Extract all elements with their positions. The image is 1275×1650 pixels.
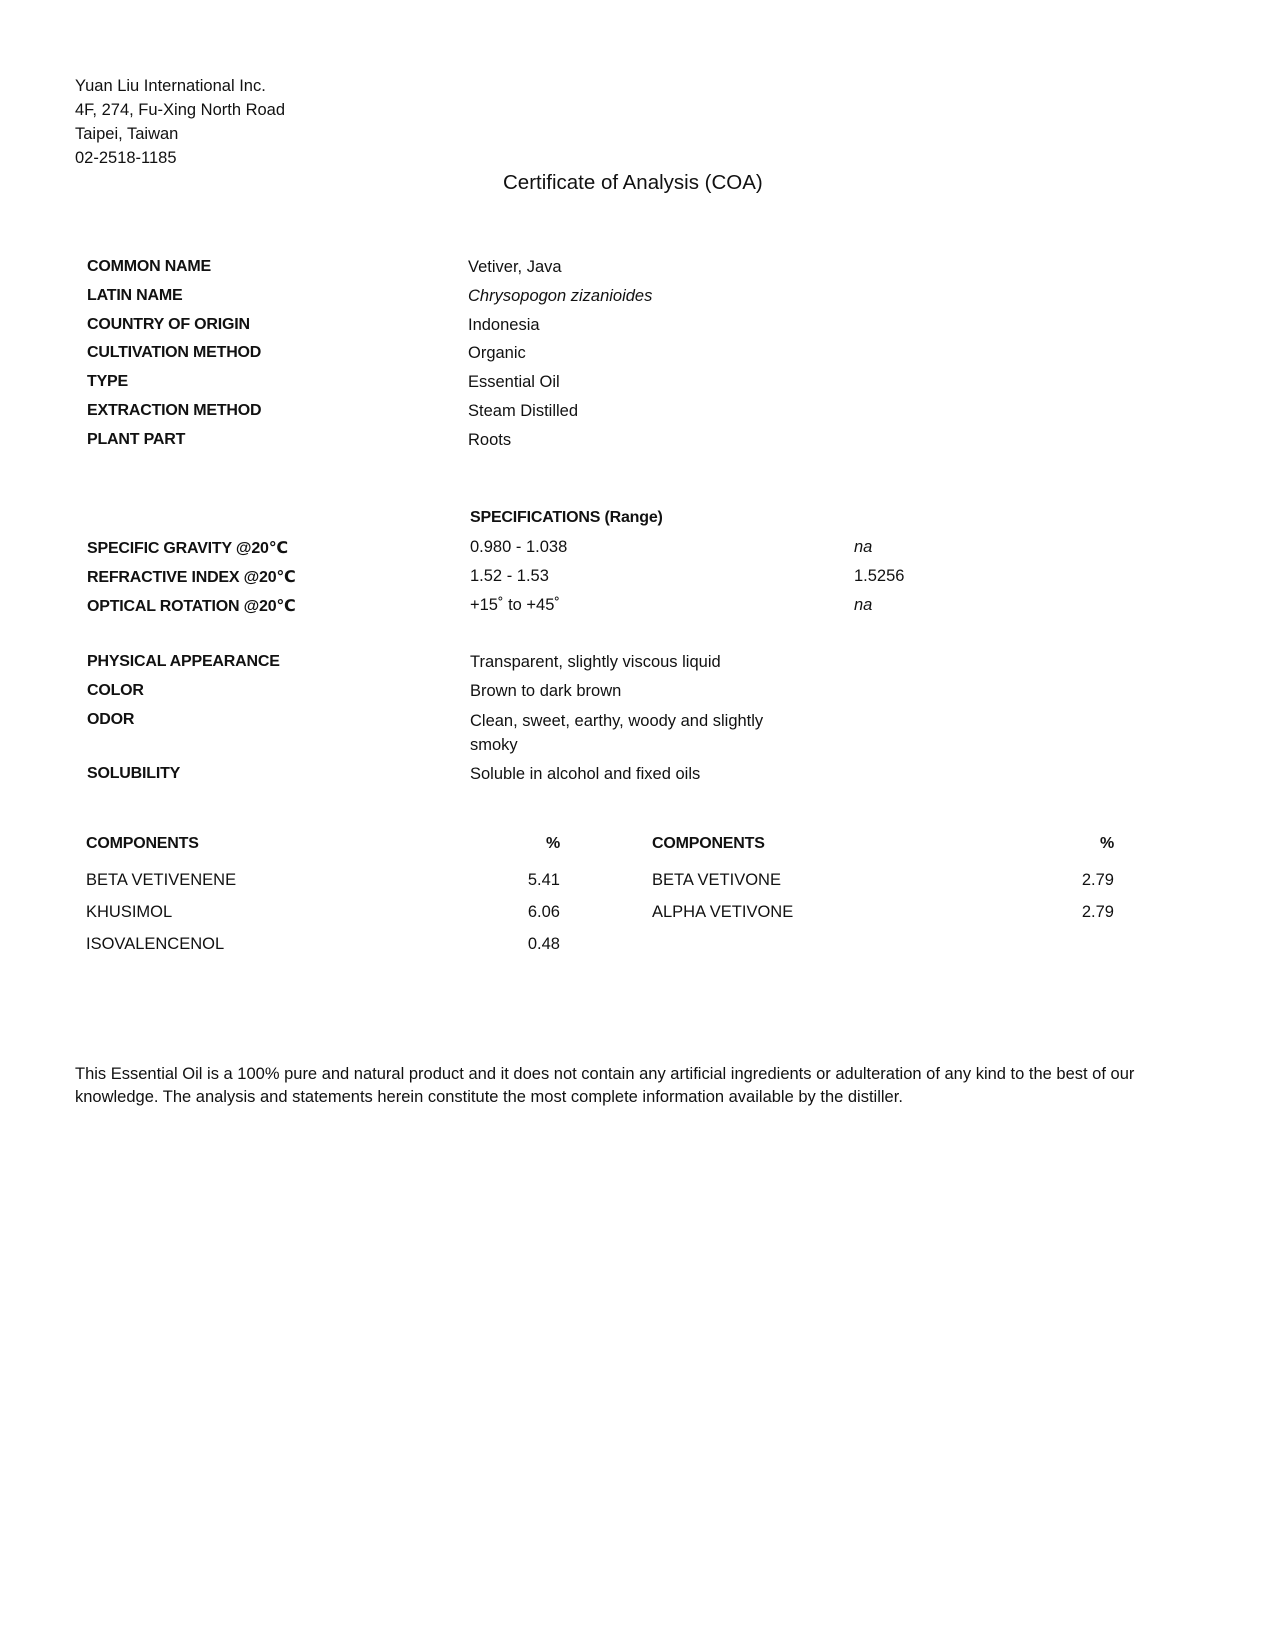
solubility-value: Soluble in alcohol and fixed oils (470, 765, 701, 783)
refractive-index-range: 1.52 - 1.53 (470, 567, 549, 585)
latin-name-value: Chrysopogon zizanioides (468, 287, 653, 305)
solubility-label: SOLUBILITY (87, 765, 181, 782)
cultivation-method-label: CULTIVATION METHOD (87, 344, 262, 361)
physical-appearance-label: PHYSICAL APPEARANCE (87, 653, 280, 670)
component-percent: 2.79 (1081, 871, 1114, 889)
type-label: TYPE (87, 373, 128, 390)
optical-rotation-range: +15˚ to +45˚ (470, 596, 560, 614)
country-of-origin-label: COUNTRY OF ORIGIN (87, 316, 250, 333)
component-percent: 2.79 (1081, 903, 1114, 921)
specific-gravity-label: SPECIFIC GRAVITY @20℃ (87, 540, 288, 557)
components-header-left: COMPONENTS (86, 835, 199, 852)
company-phone: 02-2518-1185 (75, 149, 177, 167)
plant-part-value: Roots (468, 431, 512, 449)
component-percent: 6.06 (527, 903, 560, 921)
component-name: BETA VETIVONE (652, 871, 781, 889)
type-value: Essential Oil (468, 373, 560, 391)
odor-value: Clean, sweet, earthy, woody and slightly smoky (470, 712, 764, 754)
component-name: ISOVALENCENOL (86, 935, 225, 953)
document-title: Certificate of Analysis (COA) (503, 171, 763, 194)
odor-label: ODOR (87, 711, 135, 728)
common-name-label: COMMON NAME (87, 258, 212, 275)
plant-part-label: PLANT PART (87, 431, 186, 448)
refractive-index-label: REFRACTIVE INDEX @20℃ (87, 569, 296, 586)
purity-statement: This Essential Oil is a 100% pure and natural product and it does not contain any artificial ingredients or adulteration of any kind to the best of our knowledge. The analysis and statements herein constitute the most complete information available by the distiller. (75, 1065, 1135, 1106)
specific-gravity-result: na (854, 538, 873, 556)
specific-gravity-range: 0.980 - 1.038 (470, 538, 568, 556)
component-percent: 0.48 (527, 935, 560, 953)
company-address-line-1: 4F, 274, Fu-Xing North Road (75, 101, 286, 119)
component-name: BETA VETIVENENE (86, 871, 237, 889)
country-of-origin-value: Indonesia (468, 316, 540, 334)
extraction-method-label: EXTRACTION METHOD (87, 402, 262, 419)
extraction-method-value: Steam Distilled (468, 402, 579, 420)
color-label: COLOR (87, 682, 144, 699)
optical-rotation-result: na (854, 596, 873, 614)
percent-header-left: % (545, 835, 560, 852)
component-name: KHUSIMOL (86, 903, 173, 921)
physical-appearance-value: Transparent, slightly viscous liquid (470, 653, 721, 671)
company-address-line-2: Taipei, Taiwan (75, 125, 179, 143)
percent-header-right: % (1099, 835, 1114, 852)
optical-rotation-label: OPTICAL ROTATION @20℃ (87, 598, 296, 615)
cultivation-method-value: Organic (468, 344, 526, 362)
color-value: Brown to dark brown (470, 682, 622, 700)
refractive-index-result: 1.5256 (854, 567, 905, 585)
specifications-header: SPECIFICATIONS (Range) (470, 509, 663, 526)
latin-name-label: LATIN NAME (87, 287, 183, 304)
common-name-value: Vetiver, Java (468, 258, 562, 276)
components-header-right: COMPONENTS (652, 835, 765, 852)
company-name: Yuan Liu International Inc. (75, 77, 266, 95)
component-percent: 5.41 (527, 871, 560, 889)
component-name: ALPHA VETIVONE (652, 903, 794, 921)
